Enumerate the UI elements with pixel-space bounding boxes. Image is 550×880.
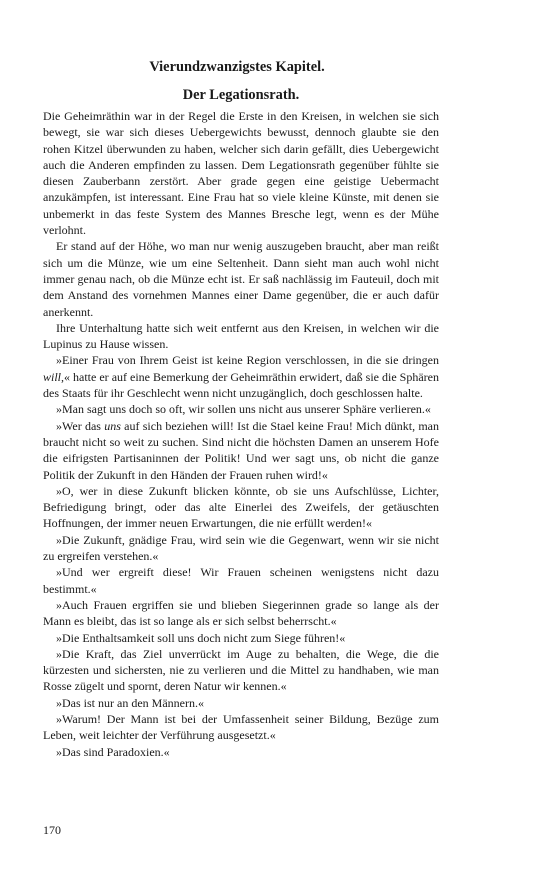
text-run: »Die Enthaltsamkeit soll uns doch nicht zum Siege führen!« [56, 630, 346, 645]
paragraph [43, 630, 439, 646]
paragraph [43, 744, 439, 760]
paragraph [43, 564, 439, 597]
paragraph [43, 401, 439, 417]
paragraph [43, 597, 439, 630]
body-text [43, 108, 439, 760]
text-run: »Und wer ergreift diese! Wir Frauen scheinen wenigstens nicht dazu bestimmt.« [43, 565, 439, 596]
paragraph [43, 532, 439, 565]
text-run: »Warum! Der Mann ist bei der Umfassenheit seiner Bildung, Bezüge zum Leben, weit leichter der Verführung ausgesetzt.« [43, 711, 439, 743]
paragraph [43, 646, 439, 695]
text-run: Er stand auf der Höhe, wo man nur wenig auszugeben braucht, aber man reißt sich um die Münze, wie um eine Seltenheit. Dann sieht man auch wohl nicht immer genau nach, ob die Münze echt ist. Er saß nachlässig im Fauteuil, doch mit dem Anstand des vornehmen Mannes einer Dame gegenüber, die er auch dafür anerkennt. [43, 239, 439, 319]
paragraph [43, 238, 439, 319]
emphasis: uns [104, 418, 121, 433]
paragraph [43, 320, 439, 353]
page-number: 170 [43, 823, 61, 837]
paragraph [43, 418, 439, 483]
chapter-title: Vierundzwanzigstes Kapitel. [149, 59, 325, 75]
section-title: Der Legationsrath. [182, 87, 300, 103]
text-run: »O, wer in diese Zukunft blicken könnte, ob sie uns Aufschlüsse, Lichter, Befriedigung bringt, oder das alte Einerlei des Zweifels, der getäuschten Hoffnungen, der immer neuen Erwartungen, die nie erfüllt werden!« [43, 483, 439, 531]
emphasis: will, [43, 369, 65, 384]
text-run: »Das ist nur an den Männern.« [56, 695, 204, 710]
text-run: « hatte er auf eine Bemerkung der Geheimräthin erwidert, daß sie die Sphären des Staats für ihr Geschlecht wenn nicht unzugänglich, doch geschlossen halte. [43, 369, 439, 401]
text-run: »Wer das [56, 418, 105, 433]
paragraph [43, 483, 439, 532]
paragraph [43, 108, 439, 238]
paragraph [43, 695, 439, 711]
text-run: »Auch Frauen ergriffen sie und blieben Siegerinnen grade so lange als der Mann es bleibt, das ist so lange als er sich selbst beherrscht.« [43, 597, 439, 629]
text-run: »Die Kraft, das Ziel unverrückt im Auge zu behalten, die Wege, die die kürzesten und sichersten, nie zu verlieren und die Mittel zu handhaben, wie man Rosse zügelt und spornt, deren Natur wir kennen.« [43, 646, 439, 694]
text-run: »Man sagt uns doch so oft, wir sollen uns nicht aus unserer Sphäre verlieren.« [56, 402, 431, 417]
text-run: »Die Zukunft, gnädige Frau, wird sein wie die Gegenwart, wenn wir sie nicht zu ergreifen verstehen.« [43, 532, 439, 564]
text-run: »Einer Frau von Ihrem Geist ist keine Region verschlossen, in die sie dringen [56, 353, 439, 368]
text-run: Die Geheimräthin war in der Regel die Erste in den Kreisen, in welchen sie sich bewegt, sie war sich dieses Uebergewichts bewusst, dennoch glaubte sie den rohen Kitzel überwunden zu haben, welcher sich darin gefällt, dies Uebergewicht auch die Anderen empfinden zu lassen. Dem Legationsrath gegenüber fühlte sie diesen Zauberbann zerstört. Aber grade gegen eine geistige Uebermacht anzukämpfen, ist interessant. Eine Frau hat so viele kleine Künste, mit denen sie unbemerkt in das feste System des Mannes Bresche legt, wenn es der Mühe verlohnt. [43, 109, 439, 238]
text-run: Ihre Unterhaltung hatte sich weit entfernt aus den Kreisen, in welchen wir die Lupinus zu Hause wissen. [43, 320, 439, 352]
paragraph [43, 352, 439, 401]
text-run: »Das sind Paradoxien.« [56, 744, 170, 759]
text-run: auf sich beziehen will! Ist die Stael keine Frau! Mich dünkt, man braucht nicht so weit zu suchen. Sind nicht die höchsten Damen an unserem Hofe die eifrigsten Partisaninnen der Politik! Und wer sagt uns, ob nicht die ganze Politik der Zukunft in den Händen der Frauen ruhen wird!« [43, 418, 439, 482]
page-content [43, 58, 439, 760]
paragraph [43, 711, 439, 744]
